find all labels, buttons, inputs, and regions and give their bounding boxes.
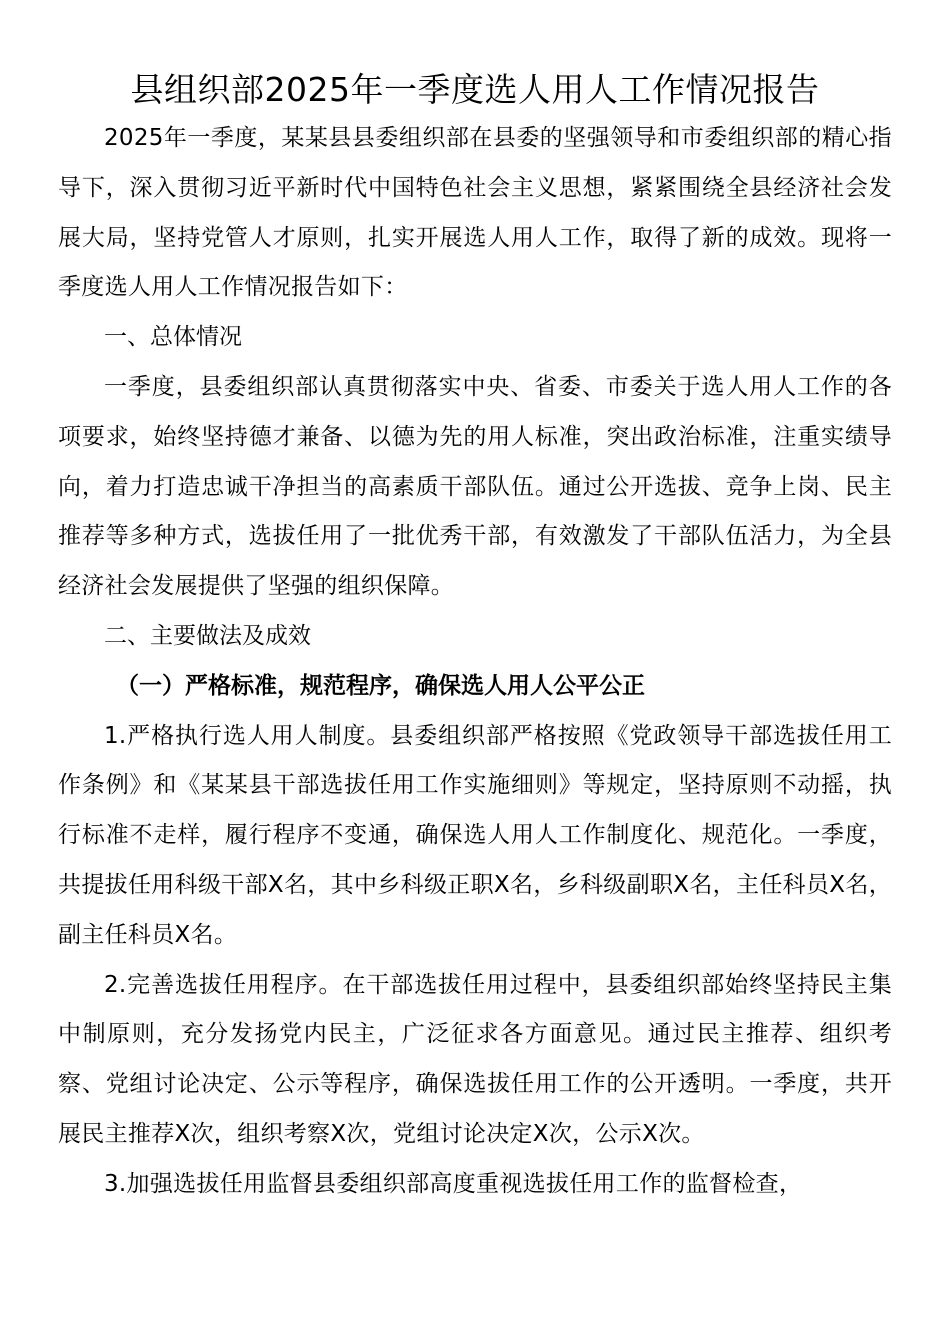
section-heading-measures: 二、主要做法及成效 (104, 622, 311, 649)
document-page (58, 66, 892, 1210)
item-paragraph-3: 3.加强选拔任用监督县委组织部高度重视选拔任用工作的监督检查， (104, 1170, 803, 1197)
item-paragraph-2: 2.完善选拔任用程序。在干部选拔任用过程中，县委组织部始终坚持民主集中制原则，充分发扬党内民主，广泛征求各方面意见。通过民主推荐、组织考察、党组讨论决定、公示等程序，确保选拔任用工作的公开透明。一季度，共开展民主推荐X次，组织考察X次，党组讨论决定X次，公示X次。 (58, 971, 892, 1147)
item-paragraph-1: 1.严格执行选人用人制度。县委组织部严格按照《党政领导干部选拔任用工作条例》和《某某县干部选拔任用工作实施细则》等规定，坚持原则不动摇，执行标准不走样，履行程序不变通，确保选人用人工作制度化、规范化。一季度，共提拔任用科级干部X名，其中乡科级正职X名，乡科级副职X名，主任科员X名，副主任科员X名。 (58, 722, 892, 948)
overview-paragraph: 一季度，县委组织部认真贯彻落实中央、省委、市委关于选人用人工作的各项要求，始终坚持德才兼备、以德为先的用人标准，突出政治标准，注重实绩导向，着力打造忠诚干净担当的高素质干部队伍。通过公开选拔、竞争上岗、民主推荐等多种方式，选拔任用了一批优秀干部，有效激发了干部队伍活力，为全县经济社会发展提供了坚强的组织保障。 (58, 373, 892, 600)
intro-paragraph: 2025年一季度，某某县县委组织部在县委的坚强领导和市委组织部的精心指导下，深入贯彻习近平新时代中国特色社会主义思想，紧紧围绕全县经济社会发展大局，坚持党管人才原则，扎实开展选人用人工作，取得了新的成效。现将一季度选人用人工作情况报告如下： (58, 125, 892, 301)
subsection-heading-standards: （一）严格标准，规范程序，确保选人用人公平公正 (116, 672, 645, 699)
section-heading-overview: 一、总体情况 (104, 324, 242, 351)
document-title: 县组织部2025年一季度选人用人工作情况报告 (130, 70, 820, 109)
